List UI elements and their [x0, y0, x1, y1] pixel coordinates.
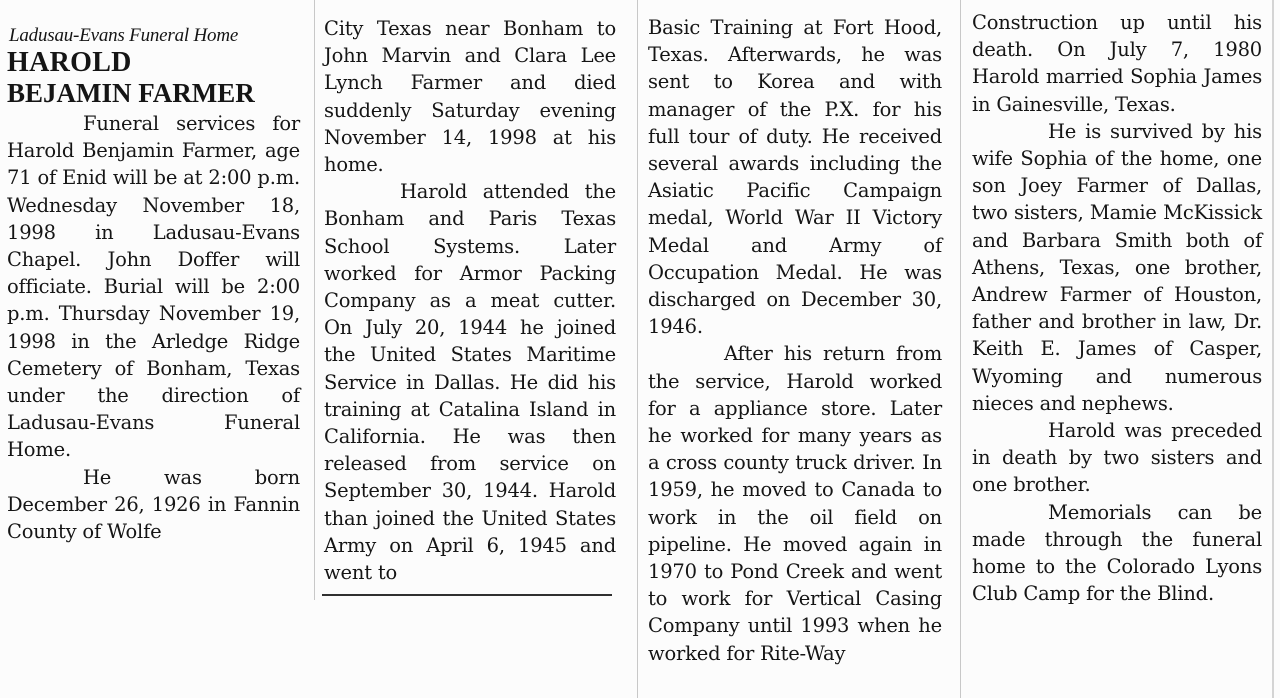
paragraph-services: Funeral services for Harold Benjamin Farmer, age 71 of Enid will be at 2:00 p.m. Wednesday November 18, 1998 in Ladusau-Evans Chapel. John Doffer will officiate. Burial will be 2:00 p.m. Thursday November 19, 1998 in the Arledge Ridge Cemetery of Bonham, Texas under the direction of Ladusau-Evans Funeral Home.	[7, 112, 300, 462]
clipping-edge	[1272, 0, 1274, 698]
headline-first-name: HAROLD	[7, 47, 132, 78]
paragraph-preceded: Harold was preceded in death by two sisters and one brother.	[972, 419, 1262, 497]
column-divider	[314, 0, 315, 600]
paragraph-marriage: Construction up until his death. On July 7, 1980 Harold married Sophia James in Gainesville, Texas.	[972, 11, 1262, 116]
paragraph-education-service: Harold attended the Bonham and Paris Texas School Systems. Later worked for Armor Packing Company as a meat cutter. On July 20, 1944 he joined the United States Maritime Service in Dallas. He did his training at Catalina Island in California. He was then released from service on September 30, 1944. Harold than joined the United States Army on April 6, 1945 and went to	[324, 180, 616, 585]
headline-full-name: BEJAMIN FARMER	[7, 78, 255, 108]
column-end-rule	[322, 594, 612, 596]
paragraph-birth-start: He was born December 26, 1926 in Fannin County of Wolfe	[7, 465, 300, 544]
column-1	[7, 24, 300, 545]
paragraph-army-service: Basic Training at Fort Hood, Texas. Afterwards, he was sent to Korea and with manager of the P.X. for his full tour of duty. He received several awards including the Asiatic Pacific Campaign medal, World War II Victory Medal and Army of Occupation Medal. He was discharged on December 30, 1946.	[648, 16, 942, 339]
paragraph-survivors: He is survived by his wife Sophia of the home, one son Joey Farmer of Dallas, two sisters, Mamie McKissick and Barbara Smith both of Athens, Texas, one brother, Andrew Farmer of Houston, father and brother in law, Dr. Keith E. James of Casper, Wyoming and numerous nieces and nephews.	[972, 119, 1262, 415]
paragraph-memorials: Memorials can be made through the funeral home to the Colorado Lyons Club Camp for the Blind.	[972, 500, 1262, 606]
column-divider	[637, 0, 638, 698]
paragraph-career: After his return from the service, Harold worked for a appliance store. Later he worked for many years as a cross county truck driver. In 1959, he moved to Canada to work in the oil field on pipeline. He moved again in 1970 to Pond Creek and went to work for Vertical Casing Company until 1993 when he worked for Rite-Way	[648, 342, 942, 665]
column-2	[324, 15, 616, 586]
column-divider	[960, 0, 961, 698]
column-3	[648, 14, 942, 667]
funeral-home-label: Ladusau-Evans Funeral Home	[9, 25, 239, 46]
column-4	[972, 9, 1262, 607]
paragraph-birth-continued: City Texas near Bonham to John Marvin and Clara Lee Lynch Farmer and died suddenly Saturday evening November 14, 1998 at his home.	[324, 17, 616, 177]
